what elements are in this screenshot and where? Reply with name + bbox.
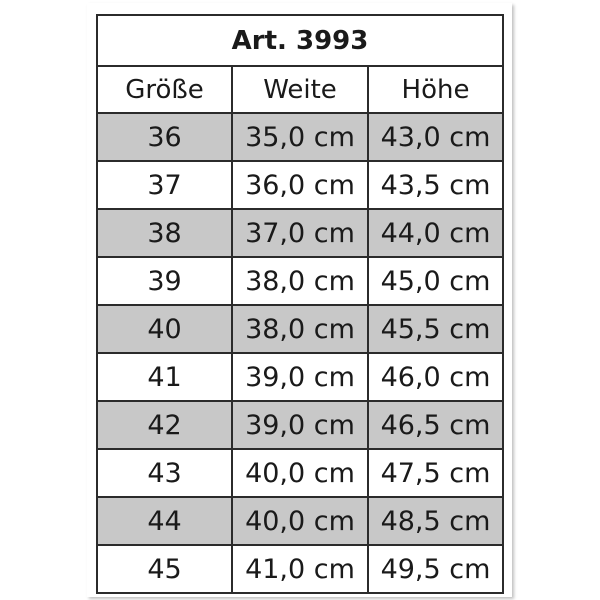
- size-cell: 40: [97, 305, 232, 353]
- height-cell: 45,5 cm: [368, 305, 503, 353]
- height-cell: 47,5 cm: [368, 449, 503, 497]
- width-cell: 41,0 cm: [232, 545, 368, 593]
- height-cell: 45,0 cm: [368, 257, 503, 305]
- size-cell: 37: [97, 161, 232, 209]
- width-cell: 40,0 cm: [232, 449, 368, 497]
- table-row: [97, 497, 503, 545]
- title-row: [97, 15, 503, 66]
- size-cell: 45: [97, 545, 232, 593]
- table-row: [97, 545, 503, 593]
- height-cell: 43,5 cm: [368, 161, 503, 209]
- header-height: Höhe: [368, 66, 503, 113]
- height-cell: 46,0 cm: [368, 353, 503, 401]
- table-row: [97, 161, 503, 209]
- header-size: Größe: [97, 66, 232, 113]
- width-cell: 37,0 cm: [232, 209, 368, 257]
- size-cell: 41: [97, 353, 232, 401]
- header-width: Weite: [232, 66, 368, 113]
- size-cell: 43: [97, 449, 232, 497]
- table-row: [97, 353, 503, 401]
- header-row: [97, 66, 503, 113]
- height-cell: 44,0 cm: [368, 209, 503, 257]
- size-cell: 42: [97, 401, 232, 449]
- table-row: [97, 209, 503, 257]
- height-cell: 49,5 cm: [368, 545, 503, 593]
- table-row: [97, 113, 503, 161]
- size-cell: 39: [97, 257, 232, 305]
- height-cell: 48,5 cm: [368, 497, 503, 545]
- size-table: [96, 14, 504, 594]
- table-title: Art. 3993: [97, 15, 503, 66]
- size-cell: 44: [97, 497, 232, 545]
- table-row: [97, 305, 503, 353]
- width-cell: 39,0 cm: [232, 353, 368, 401]
- table-row: [97, 257, 503, 305]
- size-cell: 36: [97, 113, 232, 161]
- width-cell: 36,0 cm: [232, 161, 368, 209]
- height-cell: 43,0 cm: [368, 113, 503, 161]
- width-cell: 35,0 cm: [232, 113, 368, 161]
- size-cell: 38: [97, 209, 232, 257]
- width-cell: 38,0 cm: [232, 305, 368, 353]
- table-row: [97, 401, 503, 449]
- table-row: [97, 449, 503, 497]
- width-cell: 38,0 cm: [232, 257, 368, 305]
- height-cell: 46,5 cm: [368, 401, 503, 449]
- width-cell: 40,0 cm: [232, 497, 368, 545]
- width-cell: 39,0 cm: [232, 401, 368, 449]
